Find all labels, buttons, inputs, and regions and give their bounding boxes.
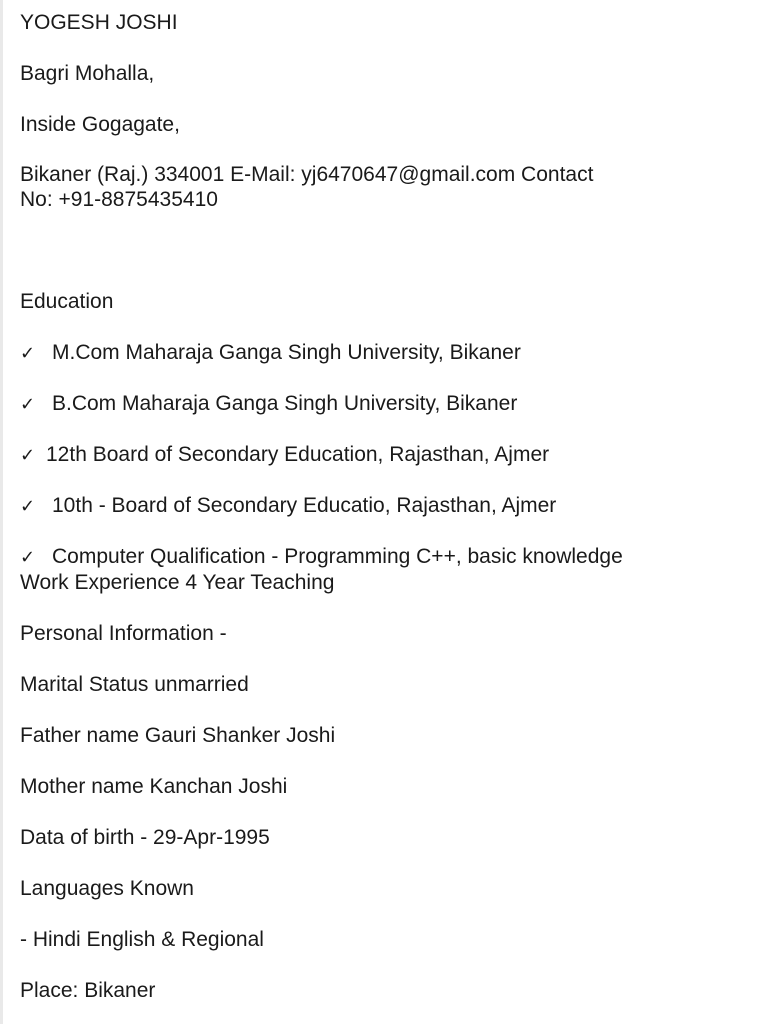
education-item (20, 442, 549, 468)
address-line-1: Bagri Mohalla, (20, 62, 155, 85)
check-icon: ✓ (20, 394, 36, 414)
education-item-text: 10th - Board of Secondary Educatio, Rajasthan, Ajmer (52, 494, 557, 517)
education-heading: Education (20, 290, 114, 313)
check-icon: ✓ (20, 496, 36, 516)
education-item (20, 340, 521, 366)
address-line-2: Inside Gogagate, (20, 113, 180, 136)
mother-name: Mother name Kanchan Joshi (20, 775, 288, 798)
check-icon: ✓ (20, 547, 36, 567)
marital-status: Marital Status unmarried (20, 673, 249, 696)
contact-line-2: No: +91-8875435410 (20, 188, 218, 211)
father-name: Father name Gauri Shanker Joshi (20, 724, 336, 747)
education-item (20, 493, 556, 519)
work-experience: Work Experience 4 Year Teaching (20, 571, 335, 594)
check-icon: ✓ (20, 343, 36, 363)
check-icon: ✓ (20, 445, 36, 465)
languages-heading: Languages Known (20, 877, 194, 900)
resume-document (20, 0, 760, 1024)
date-of-birth: Data of birth - 29-Apr-1995 (20, 826, 270, 849)
education-item-text: Computer Qualification - Programming C++, basic knowledge (52, 545, 623, 568)
candidate-name: YOGESH JOSHI (20, 11, 178, 34)
education-item-text: B.Com Maharaja Ganga Singh University, Bikaner (52, 392, 518, 415)
place: Place: Bikaner (20, 979, 156, 1002)
languages-list: - Hindi English & Regional (20, 928, 264, 951)
left-edge-rule (0, 0, 3, 1024)
education-item (20, 391, 517, 417)
contact-line-1: Bikaner (Raj.) 334001 E-Mail: yj6470647@gmail.com Contact (20, 163, 594, 186)
education-item-text: 12th Board of Secondary Education, Rajasthan, Ajmer (46, 443, 550, 466)
personal-info-heading: Personal Information - (20, 622, 227, 645)
education-item-text: M.Com Maharaja Ganga Singh University, Bikaner (52, 341, 521, 364)
education-item (20, 544, 623, 570)
